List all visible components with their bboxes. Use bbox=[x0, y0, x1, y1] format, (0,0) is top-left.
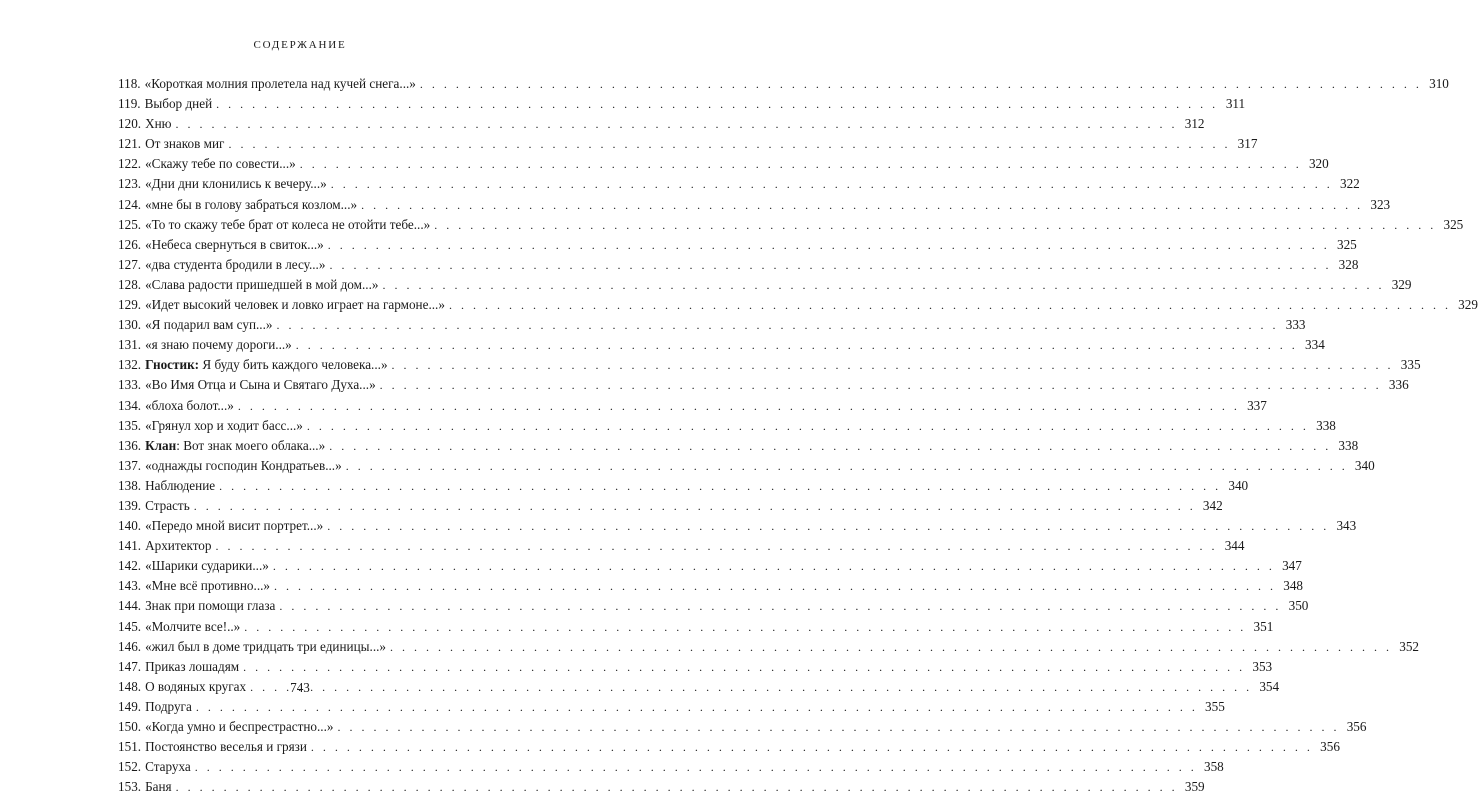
entry-page: 347 bbox=[1282, 558, 1302, 574]
entry-number: 130. bbox=[118, 317, 142, 333]
entry-number: 148. bbox=[118, 678, 142, 694]
dot-leader bbox=[273, 556, 1275, 576]
entry-page: 340 bbox=[1228, 477, 1249, 493]
entry-page: 337 bbox=[1247, 397, 1267, 413]
toc-entry bbox=[118, 516, 1357, 536]
entry-number: 153. bbox=[118, 779, 142, 795]
running-header: СОДЕРЖАНИЕ bbox=[253, 39, 347, 51]
entry-page: 320 bbox=[1308, 156, 1329, 172]
entry-page: 343 bbox=[1336, 518, 1357, 534]
entry-page: 354 bbox=[1259, 678, 1280, 694]
toc-entry bbox=[118, 215, 1464, 235]
toc-entry bbox=[118, 154, 1329, 174]
entry-title: «Дни дни клонились к вечеру...» bbox=[145, 176, 327, 192]
dot-leader bbox=[307, 416, 1309, 436]
dot-leader bbox=[337, 717, 1339, 737]
entry-page: 329 bbox=[1391, 276, 1412, 292]
entry-number: 121. bbox=[118, 136, 142, 152]
entry-speaker: Клан bbox=[145, 437, 177, 453]
dot-leader bbox=[228, 134, 1230, 154]
entry-title: Старуха bbox=[145, 759, 191, 775]
entry-title: Приказ лошадям bbox=[145, 658, 240, 674]
toc-entry bbox=[118, 436, 1359, 456]
entry-title: Страсть bbox=[145, 497, 190, 513]
entry-number: 129. bbox=[118, 297, 142, 313]
toc-entry bbox=[118, 134, 1258, 154]
entry-number: 127. bbox=[118, 256, 142, 272]
entry-number: 125. bbox=[118, 216, 142, 232]
entry-number: 144. bbox=[118, 598, 142, 614]
entry-page: 310 bbox=[1429, 76, 1449, 91]
entry-title: «Я подарил вам суп...» bbox=[145, 317, 273, 333]
entry-page: 333 bbox=[1285, 317, 1306, 333]
entry-page: 355 bbox=[1205, 698, 1225, 714]
entry-page: 334 bbox=[1305, 337, 1325, 353]
toc-entry bbox=[118, 315, 1306, 335]
toc-entry bbox=[118, 737, 1340, 757]
dot-leader bbox=[390, 637, 1392, 657]
entry-title: «однажды господин Кондратьев...» bbox=[145, 457, 342, 473]
entry-page: 338 bbox=[1316, 417, 1336, 433]
toc-entry bbox=[118, 94, 1246, 114]
dot-leader bbox=[279, 596, 1281, 616]
entry-page: 350 bbox=[1288, 598, 1309, 614]
entry-page: 359 bbox=[1184, 779, 1205, 795]
entry-title: «Скажу тебе по совести...» bbox=[145, 156, 296, 172]
entry-number: 120. bbox=[118, 116, 142, 132]
entry-title-text: : Вот знак моего облака...» bbox=[176, 437, 326, 453]
toc-entry bbox=[118, 657, 1273, 677]
entry-title: О водяных кругах bbox=[145, 678, 247, 694]
entry-title: От знаков миг bbox=[145, 136, 225, 152]
entry-number: 131. bbox=[118, 337, 142, 353]
entry-title: Подруга bbox=[145, 698, 192, 714]
entry-number: 150. bbox=[118, 719, 142, 734]
toc-entry bbox=[118, 496, 1223, 516]
toc-entry bbox=[118, 717, 1367, 737]
entry-number: 151. bbox=[118, 739, 142, 755]
entry-number: 146. bbox=[118, 638, 142, 654]
entry-number: 142. bbox=[118, 558, 142, 574]
dot-leader bbox=[382, 275, 1384, 295]
entry-page: 340 bbox=[1354, 457, 1375, 473]
toc-entry bbox=[118, 576, 1304, 596]
entry-title: «Идет высокий человек и ловко играет на гармоне...» bbox=[145, 297, 445, 313]
entry-number: 119. bbox=[118, 96, 141, 112]
dot-leader bbox=[392, 355, 1394, 375]
toc-entry bbox=[118, 255, 1359, 275]
entry-number: 149. bbox=[118, 698, 142, 714]
toc-entry bbox=[118, 335, 1325, 355]
dot-leader bbox=[215, 536, 1217, 556]
toc-entry bbox=[118, 596, 1309, 616]
entry-page: 352 bbox=[1399, 638, 1420, 654]
entry-number: 137. bbox=[118, 457, 142, 473]
entry-number: 126. bbox=[118, 236, 142, 252]
dot-leader bbox=[216, 94, 1218, 114]
dot-leader bbox=[361, 195, 1363, 215]
toc-entry bbox=[118, 375, 1409, 395]
entry-page: 325 bbox=[1443, 216, 1464, 232]
toc-entry bbox=[118, 416, 1336, 436]
entry-page: 325 bbox=[1336, 236, 1357, 252]
entry-page: 348 bbox=[1283, 578, 1304, 594]
entry-number: 152. bbox=[118, 759, 142, 775]
dot-leader bbox=[238, 396, 1240, 416]
toc-entry bbox=[118, 617, 1274, 637]
dot-leader bbox=[219, 476, 1221, 496]
toc-entry bbox=[118, 556, 1302, 576]
dot-leader bbox=[274, 576, 1276, 596]
toc-entry bbox=[118, 536, 1245, 556]
entry-title: «Молчите все!..» bbox=[145, 618, 241, 634]
entry-number: 141. bbox=[118, 538, 142, 554]
entry-title: Выбор дней bbox=[144, 96, 213, 112]
dot-leader bbox=[296, 335, 1298, 355]
entry-number: 147. bbox=[118, 658, 142, 674]
dot-leader bbox=[244, 617, 1246, 637]
entry-page: 342 bbox=[1202, 497, 1223, 513]
dot-leader bbox=[311, 737, 1313, 757]
toc-entry bbox=[118, 757, 1224, 777]
entry-title: «жил был в доме тридцать три единицы...» bbox=[145, 638, 387, 654]
entry-title bbox=[145, 355, 387, 375]
entry-title: «мне бы в голову забраться козлом...» bbox=[145, 196, 358, 212]
entry-title: «я знаю почему дороги...» bbox=[145, 337, 292, 353]
entry-title: «блоха болот...» bbox=[145, 397, 234, 413]
entry-number: 124. bbox=[118, 196, 142, 212]
toc-entry bbox=[118, 295, 1478, 315]
dot-leader bbox=[243, 657, 1245, 677]
toc-entry bbox=[118, 355, 1421, 375]
entry-page: 323 bbox=[1370, 196, 1391, 212]
entry-title-text: Я буду бить каждого человека...» bbox=[199, 357, 388, 373]
toc-entry bbox=[118, 235, 1357, 255]
dot-leader bbox=[329, 255, 1331, 275]
toc-entry bbox=[118, 195, 1391, 215]
dot-leader bbox=[328, 235, 1330, 255]
entry-page: 353 bbox=[1252, 658, 1273, 674]
entry-page: 336 bbox=[1388, 377, 1409, 393]
entry-title: «Шарики сударики...» bbox=[145, 558, 269, 574]
dot-leader bbox=[329, 436, 1331, 456]
dot-leader bbox=[300, 154, 1302, 174]
entry-page: 329 bbox=[1458, 297, 1478, 313]
entry-number: 140. bbox=[118, 518, 142, 534]
entry-page: 356 bbox=[1320, 739, 1340, 755]
entry-number: 122. bbox=[118, 156, 142, 172]
toc-entry bbox=[118, 174, 1360, 194]
entry-number: 139. bbox=[118, 497, 142, 513]
entry-number: 145. bbox=[118, 618, 142, 634]
toc-entry bbox=[118, 476, 1249, 496]
entry-number: 133. bbox=[118, 377, 142, 393]
entry-title: «Когда умно и беспрестрастно...» bbox=[145, 719, 334, 734]
entry-title: Архитектор bbox=[145, 538, 212, 554]
entry-number: 123. bbox=[118, 176, 142, 192]
entry-title: «два студента бродили в лесу...» bbox=[145, 256, 326, 272]
entry-page: 338 bbox=[1338, 437, 1359, 453]
entry-title: «Короткая молния пролетела над кучей снега...» bbox=[144, 76, 416, 91]
entry-title: Знак при помощи глаза bbox=[145, 598, 276, 614]
dot-leader bbox=[194, 496, 1196, 516]
dot-leader bbox=[277, 315, 1279, 335]
entry-number: 118. bbox=[118, 76, 141, 91]
entry-page: 312 bbox=[1184, 116, 1205, 132]
entry-title: «Слава радости пришедшей в мой дом...» bbox=[145, 276, 379, 292]
dot-leader bbox=[449, 295, 1451, 315]
dot-leader bbox=[380, 375, 1382, 395]
entry-title: Наблюдение bbox=[145, 477, 216, 493]
toc-entry bbox=[118, 275, 1412, 295]
entry-title: «То то скажу тебе брат от колеса не отойти тебе...» bbox=[145, 216, 431, 232]
entry-title: Хню bbox=[145, 116, 172, 132]
entry-page: 328 bbox=[1338, 256, 1359, 272]
entry-page: 344 bbox=[1224, 538, 1245, 554]
dot-leader bbox=[176, 114, 1178, 134]
entry-number: 128. bbox=[118, 276, 142, 292]
dot-leader bbox=[176, 777, 1178, 797]
entry-page: 335 bbox=[1400, 357, 1421, 373]
toc-entry bbox=[118, 456, 1375, 476]
entry-page: 322 bbox=[1339, 176, 1360, 192]
entry-page: 311 bbox=[1225, 96, 1246, 112]
entry-title: «Передо мной висит портрет...» bbox=[145, 518, 324, 534]
toc-entry bbox=[118, 396, 1267, 416]
entry-title: Постоянство веселья и грязи bbox=[145, 739, 307, 755]
dot-leader bbox=[346, 456, 1348, 476]
dot-leader bbox=[196, 697, 1198, 717]
entry-title: Баня bbox=[145, 779, 172, 795]
entry-title bbox=[145, 436, 325, 456]
toc-entry bbox=[118, 697, 1225, 717]
entry-number: 138. bbox=[118, 477, 142, 493]
entry-page: 356 bbox=[1346, 719, 1367, 734]
entry-speaker: Гностик: bbox=[145, 357, 200, 373]
page-number: 743 bbox=[290, 680, 310, 695]
entry-title: «Мне всё противно...» bbox=[145, 578, 271, 594]
entry-number: 136. bbox=[118, 437, 142, 453]
dot-leader bbox=[327, 516, 1329, 536]
dot-leader bbox=[331, 174, 1333, 194]
entry-page: 358 bbox=[1203, 759, 1224, 775]
dot-leader bbox=[195, 757, 1197, 777]
entry-title: «Грянул хор и ходит басс...» bbox=[145, 417, 303, 433]
toc-entry bbox=[118, 777, 1205, 797]
entry-number: 134. bbox=[118, 397, 142, 413]
entry-title: «Небеса свернуться в свиток...» bbox=[145, 236, 324, 252]
dot-leader bbox=[434, 215, 1436, 235]
toc-entry bbox=[118, 637, 1420, 657]
entry-number: 135. bbox=[118, 417, 142, 433]
entry-number: 132. bbox=[118, 357, 142, 373]
entry-number: 143. bbox=[118, 578, 142, 594]
toc-entry bbox=[118, 74, 1449, 94]
entry-page: 351 bbox=[1253, 618, 1274, 634]
entry-title: «Во Имя Отца и Сына и Святаго Духа...» bbox=[145, 377, 376, 393]
toc-entry bbox=[118, 114, 1205, 134]
dot-leader bbox=[420, 74, 1422, 94]
entry-page: 317 bbox=[1237, 136, 1258, 152]
